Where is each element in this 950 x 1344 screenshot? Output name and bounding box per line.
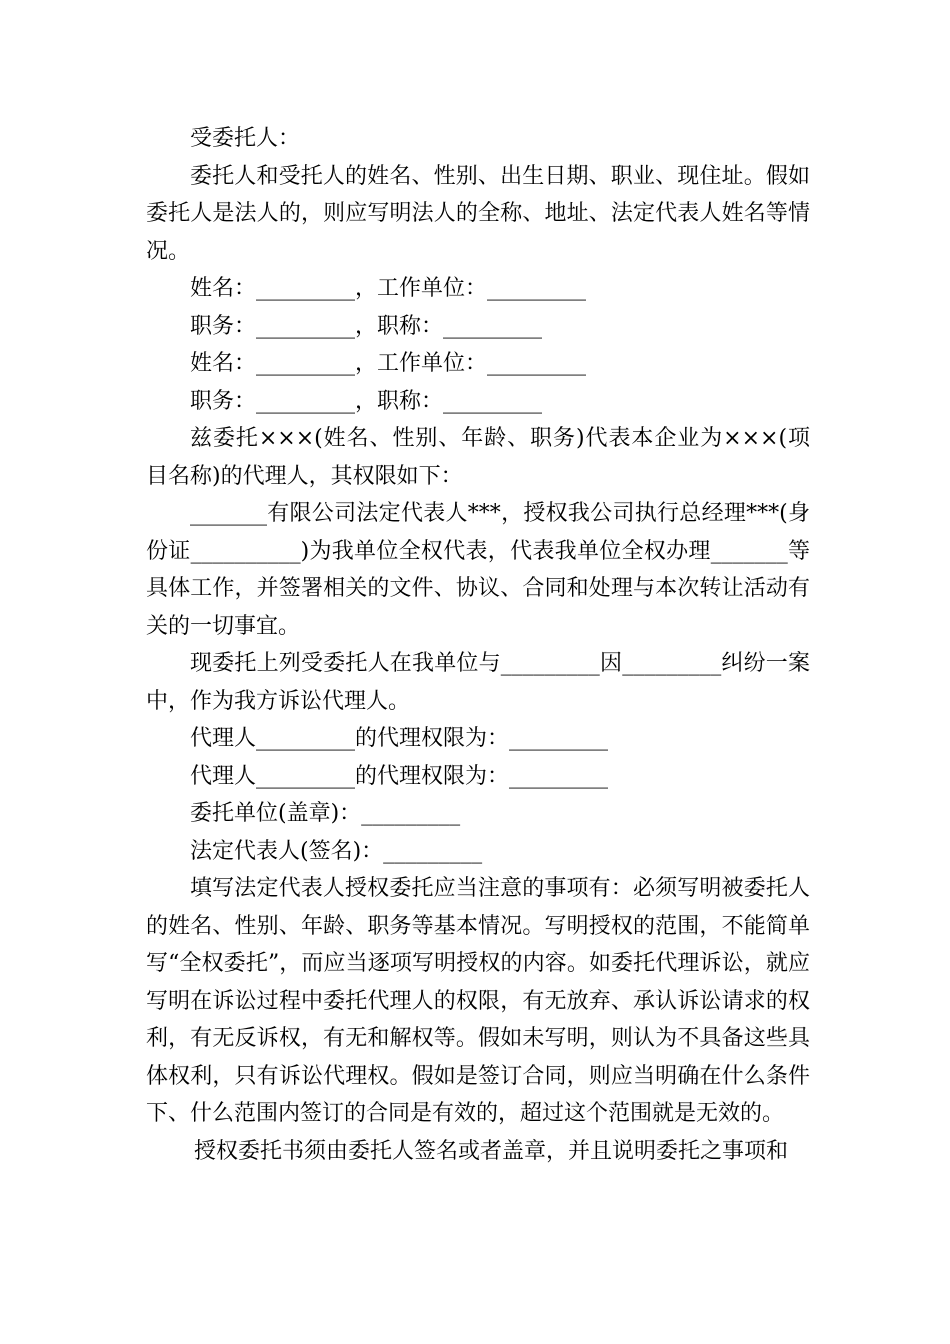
paragraph-party-info: 委托人和受托人的姓名、性别、出生日期、职业、现住址。假如委托人是法人的，则应写明法人的全称、地址、法定代表人姓名等情况。: [146, 163, 810, 264]
paragraph-appointment: 兹委托×××(姓名、性别、年龄、职务)代表本企业为×××(项目名称)的代理人，其权限如下：: [146, 426, 810, 489]
document-body: [146, 120, 810, 1170]
field-position-title-1: 职务：_________，职称：_________: [190, 313, 543, 339]
field-agent-authority-2: 代理人_________的代理权限为：_________: [190, 763, 609, 789]
field-legal-rep-signature: 法定代表人(签名)：_________: [190, 838, 483, 864]
paragraph-litigation: 现委托上列受委托人在我单位与_________因_________纠纷一案中，作为我方诉讼代理人。: [146, 651, 810, 714]
heading-trustee: 受委托人：: [190, 126, 301, 151]
field-name-employer-2: 姓名：_________，工作单位：_________: [190, 351, 587, 376]
field-agent-authority-1: 代理人_________的代理权限为：_________: [190, 726, 609, 751]
paragraph-signing-requirement: 授权委托书须由委托人签名或者盖章，并且说明委托之事项和: [194, 1138, 789, 1164]
paragraph-notes: 填写法定代表人授权委托应当注意的事项有：必须写明被委托人的姓名、性别、年龄、职务等基本情况。写明授权的范围，不能简单写“全权委托”，而应当逐项写明授权的内容。如委托代理诉讼，就应写明在诉讼过程中委托代理人的权限，有无放弃、承认诉讼请求的权利，有无反诉权，有无和解权等。假如未写明，则认为不具备这些具体权利，只有诉讼代理权。假如是签订合同，则应当明确在什么条件下、什么范围内签订的合同是有效的，超过这个范围就是无效的。: [146, 876, 810, 1126]
field-entrusting-unit-seal: 委托单位(盖章)：_________: [190, 801, 461, 826]
field-position-title-2: 职务：_________，职称：_________: [190, 388, 543, 414]
field-name-employer-1: 姓名：_________，工作单位：_________: [190, 276, 587, 301]
paragraph-authorization: _______有限公司法定代表人***，授权我公司执行总经理***(身份证__________)为我单位全权代表，代表我单位全权办理_______等具体工作，并签署相关的文件、协议、合同和处理与本次转让活动有关的一切事宜。: [146, 501, 810, 639]
